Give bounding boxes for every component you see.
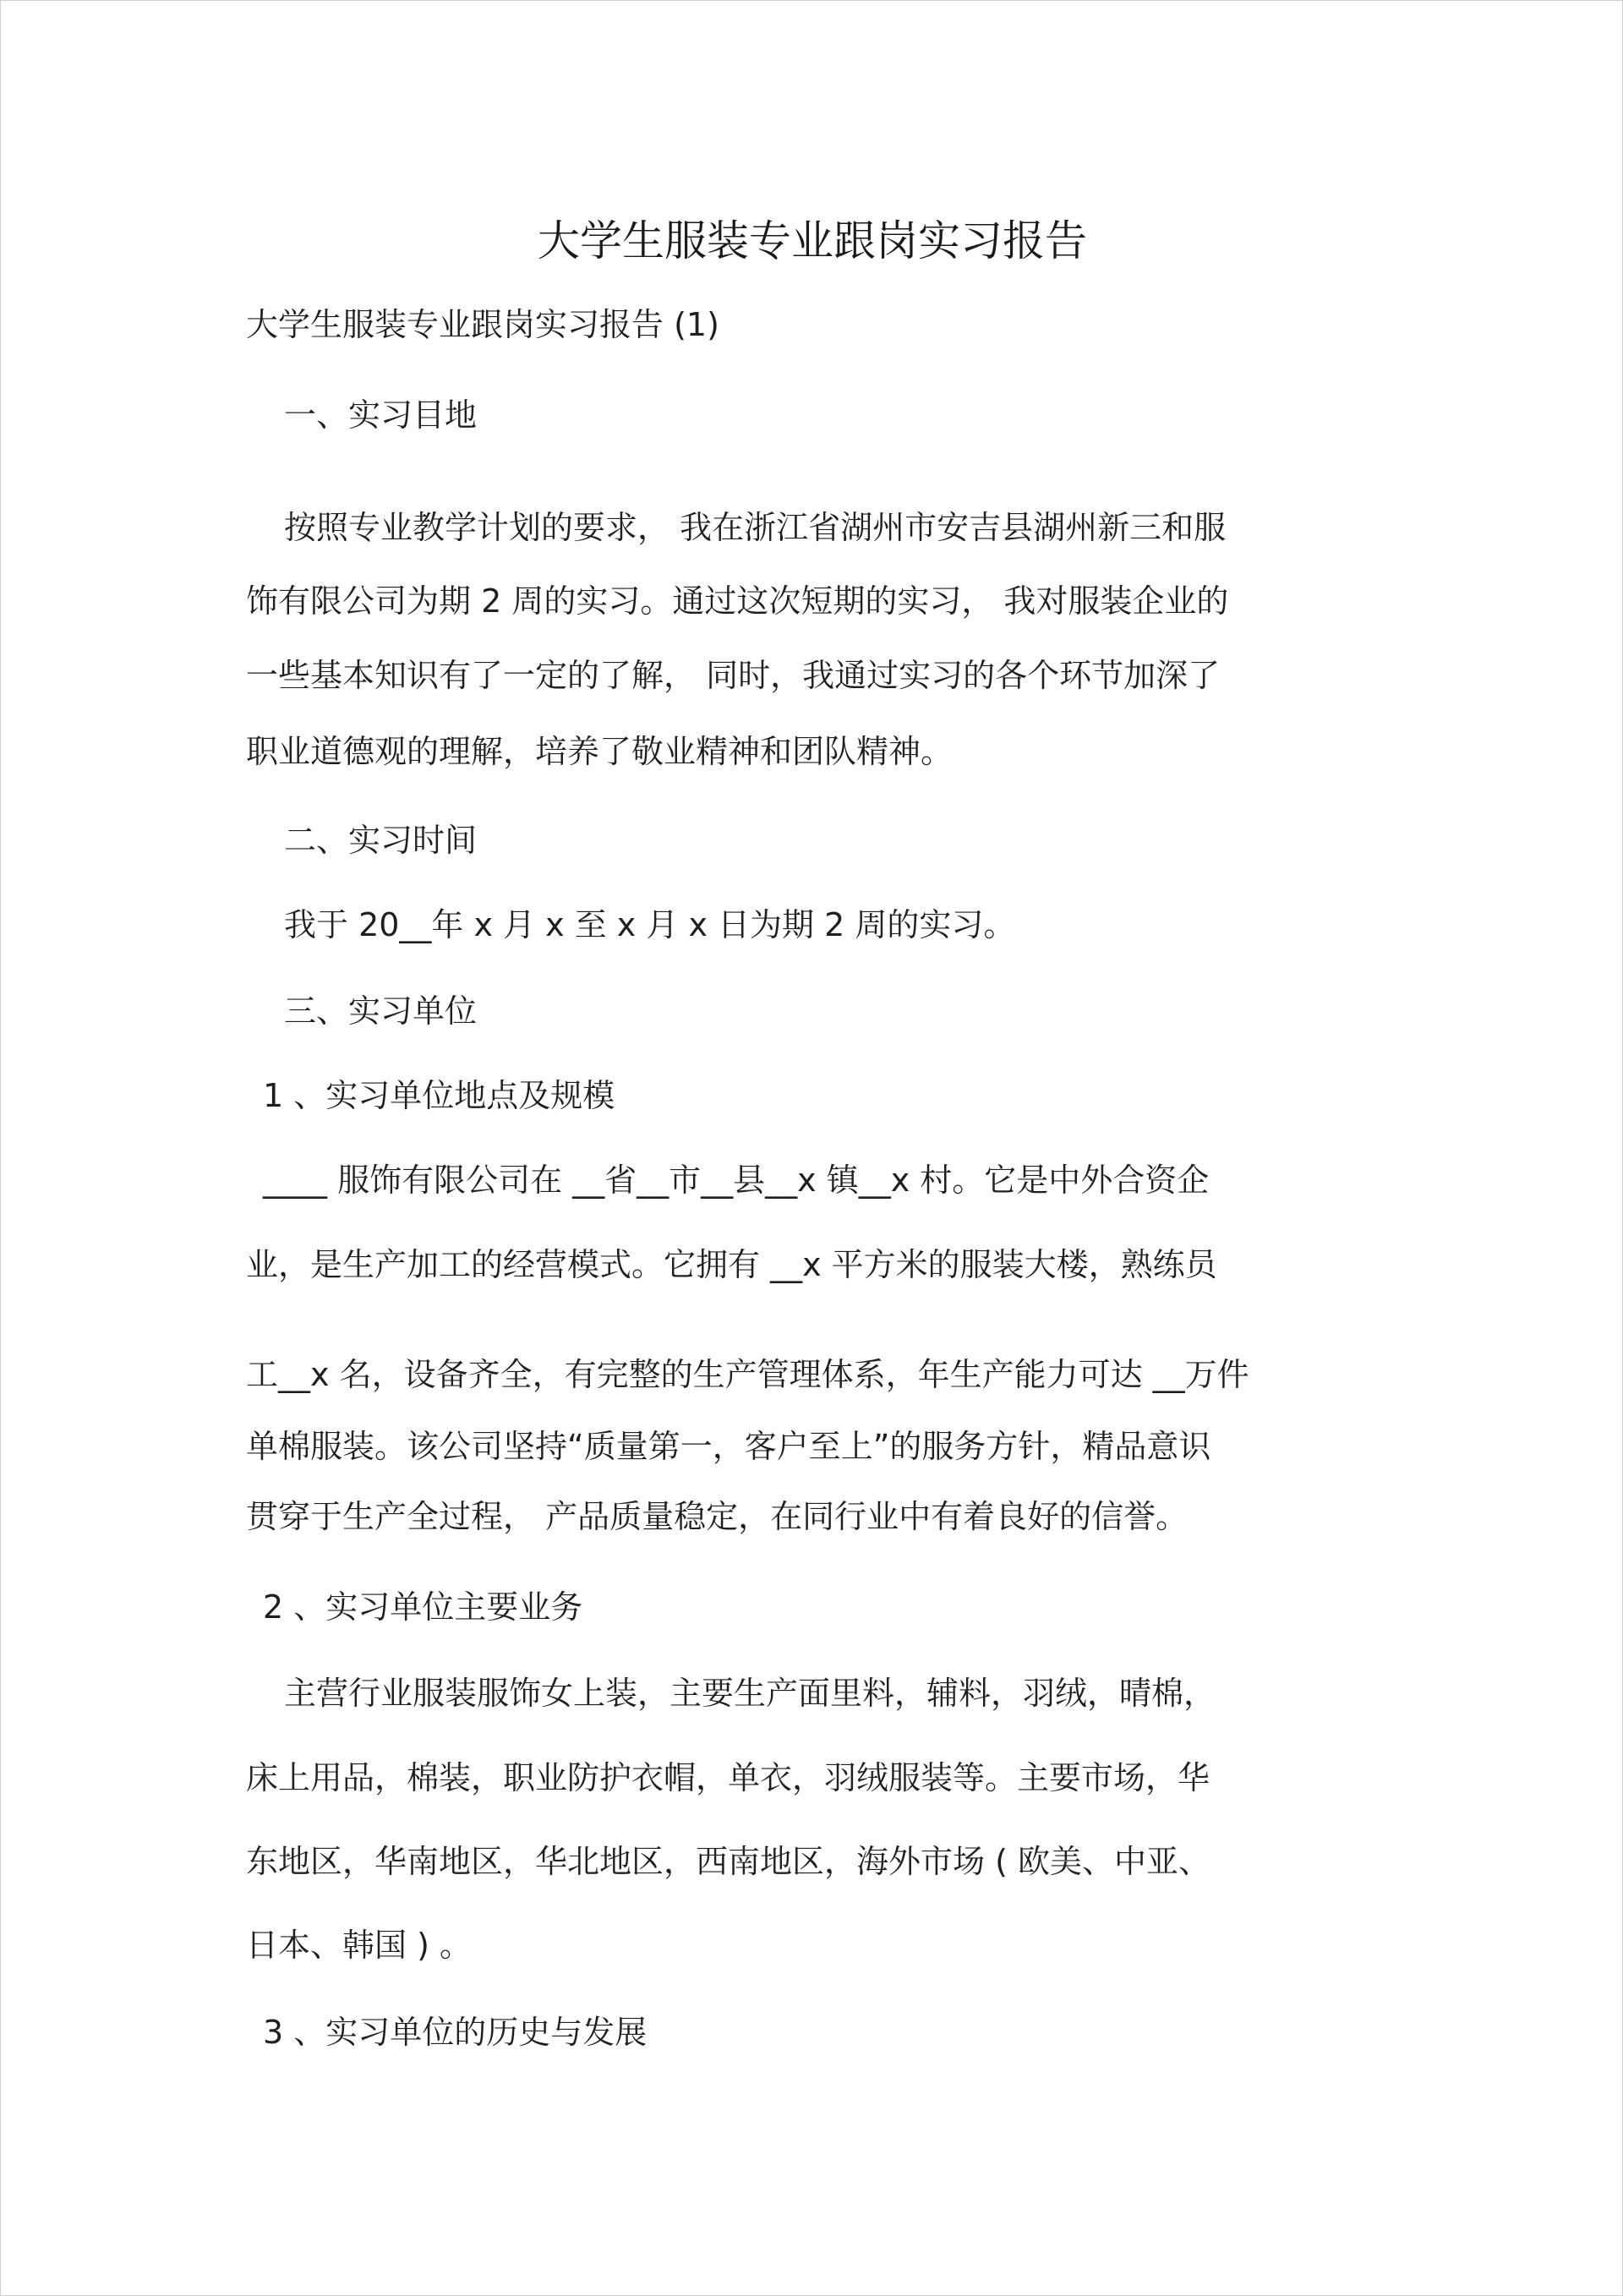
section-heading-time: 二、实习时间 bbox=[284, 822, 478, 859]
paragraph-line: ____ 服饰有限公司在 __省__市__县__x 镇__x 村。它是中外合资企 bbox=[263, 1162, 1210, 1199]
paragraph-line: 床上用品，棉装，职业防护衣帽，单衣，羽绒服装等。主要市场，华 bbox=[246, 1759, 1210, 1796]
paragraph-line: 单棉服装。该公司坚持“质量第一，客户至上”的服务方针，精品意识 bbox=[246, 1428, 1211, 1465]
paragraph-line: 东地区，华南地区，华北地区，西南地区，海外市场 ( 欧美、中亚、 bbox=[246, 1843, 1210, 1880]
paragraph-line: 饰有限公司为期 2 周的实习。通过这次短期的实习， 我对服装企业的 bbox=[246, 582, 1229, 620]
paragraph-line: 一些基本知识有了一定的了解， 同时，我通过实习的各个环节加深了 bbox=[246, 657, 1221, 694]
paragraph-line: 我于 20__年 x 月 x 至 x 月 x 日为期 2 周的实习。 bbox=[284, 906, 1016, 943]
report-subtitle: 大学生服装专业跟岗实习报告 (1) bbox=[246, 306, 719, 343]
paragraph-line: 工__x 名，设备齐全，有完整的生产管理体系，年生产能力可达 __万件 bbox=[246, 1356, 1249, 1393]
paragraph-line: 日本、韩国 ) 。 bbox=[246, 1927, 472, 1964]
document-title: 大学生服装专业跟岗实习报告 bbox=[538, 216, 1087, 265]
paragraph-line: 主营行业服装服饰女上装，主要生产面里料，辅料，羽绒，晴棉， bbox=[284, 1675, 1216, 1712]
paragraph-line: 按照专业教学计划的要求， 我在浙江省湖州市安吉县湖州新三和服 bbox=[284, 509, 1227, 546]
section-heading-purpose: 一、实习目地 bbox=[284, 396, 478, 434]
paragraph-line: 业，是生产加工的经营模式。它拥有 __x 平方米的服装大楼，熟练员 bbox=[246, 1246, 1217, 1283]
paragraph-line: 职业道德观的理解，培养了敬业精神和团队精神。 bbox=[246, 733, 954, 770]
subsection-heading: 3 、实习单位的历史与发展 bbox=[263, 2014, 648, 2051]
section-heading-unit: 三、实习单位 bbox=[284, 992, 478, 1030]
paragraph-line: 贯穿于生产全过程， 产品质量稳定，在同行业中有着良好的信誉。 bbox=[246, 1498, 1189, 1535]
subsection-heading: 2 、实习单位主要业务 bbox=[263, 1588, 583, 1626]
subsection-heading: 1 、实习单位地点及规模 bbox=[263, 1077, 615, 1114]
